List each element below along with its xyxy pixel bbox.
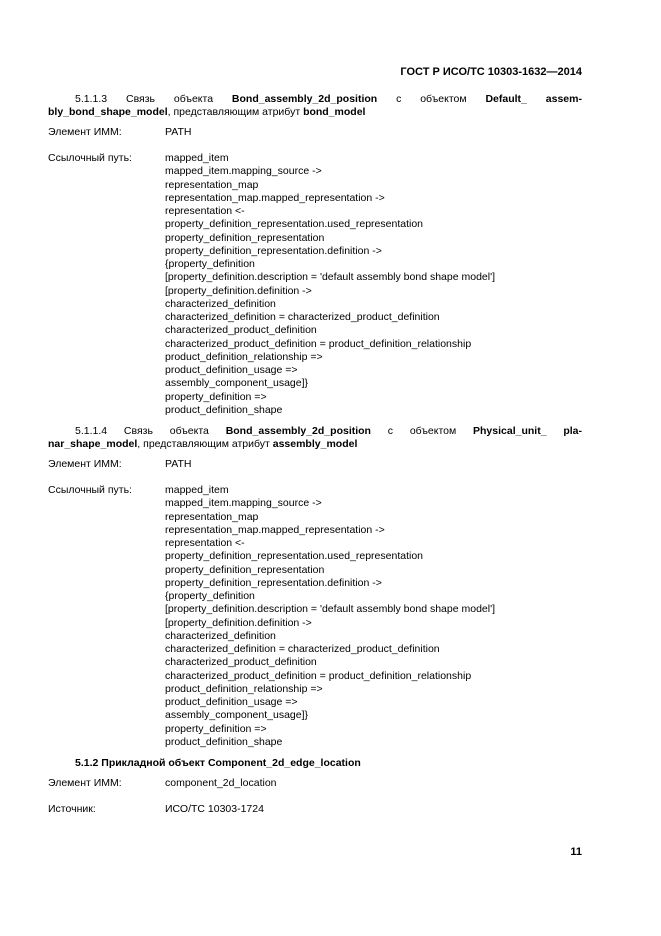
path-line: characterized_definition — [165, 629, 276, 642]
page-number: 11 — [570, 846, 582, 858]
path-line: property_definition_representation — [165, 231, 325, 244]
path-line: characterized_product_definition — [165, 324, 317, 337]
path-line: product_definition_relationship => — [165, 682, 323, 695]
path-line: representation_map.mapped_representation -> — [165, 523, 385, 536]
heading-tail: , представляющим атрибут — [137, 438, 273, 451]
reference-path — [165, 484, 495, 749]
heading-line-2 — [48, 106, 582, 119]
attribute-name: assembly_model — [272, 438, 358, 451]
heading-line-1 — [48, 93, 582, 106]
path-line: product_definition_shape — [165, 735, 283, 748]
entity-name: Bond_assembly_2d_position — [225, 425, 371, 437]
path-line: property_definition_representation.definition -> — [165, 244, 382, 257]
target-name-c: bly_bond_shape_model — [48, 106, 168, 119]
path-line: property_definition => — [165, 722, 267, 735]
path-line: representation <- — [165, 205, 245, 217]
path-line: {property_definition — [165, 258, 255, 270]
path-line: property_definition_representation.used_representation — [165, 218, 424, 231]
section-number: 5.1.1.3 — [75, 93, 108, 105]
reference-path-label: Ссылочный путь: — [48, 152, 132, 164]
path-line: mapped_item — [165, 484, 229, 496]
heading-tail: , представляющим атрибут — [167, 106, 304, 119]
path-line: property_definition => — [165, 390, 267, 403]
target-name-c: nar_shape_model — [48, 438, 138, 451]
path-line: representation <- — [165, 537, 245, 549]
reference-path — [165, 152, 495, 417]
target-name-a: Default_ — [485, 93, 527, 105]
path-line: product_definition_relationship => — [165, 350, 323, 363]
section-heading — [48, 93, 582, 120]
target-name-b: pla- — [563, 425, 582, 437]
path-line: assembly_component_usage]} — [165, 377, 309, 390]
heading-word: объектом — [409, 425, 457, 437]
heading-line-1 — [48, 425, 582, 438]
path-line: mapped_item.mapping_source -> — [165, 165, 322, 178]
path-line: [property_definition.definition -> — [165, 616, 312, 629]
section-number: 5.1.1.4 — [75, 425, 108, 437]
section-heading — [48, 425, 582, 452]
target-name-b: assem- — [545, 93, 582, 105]
path-line: characterized_product_definition — [165, 656, 317, 669]
entity-name: Bond_assembly_2d_position — [231, 93, 378, 105]
path-line: representation_map — [165, 510, 259, 523]
path-line: assembly_component_usage]} — [165, 709, 309, 722]
path-line: mapped_item — [165, 152, 229, 164]
path-line: mapped_item.mapping_source -> — [165, 497, 322, 510]
path-line: property_definition_representation.used_representation — [165, 550, 424, 563]
path-line: representation_map — [165, 178, 259, 191]
heading-word: с — [396, 93, 402, 105]
path-line: characterized_definition = characterized_product_definition — [165, 643, 440, 655]
path-line: characterized_definition = characterized_product_definition — [165, 311, 440, 323]
imm-element-label: Элемент ИММ: — [48, 777, 122, 789]
source-label: Источник: — [48, 803, 96, 815]
path-line: characterized_product_definition = product_definition_relationship — [165, 337, 472, 350]
heading-word: объекта — [173, 93, 214, 105]
target-name-a: Physical_unit_ — [473, 425, 547, 437]
path-line: characterized_product_definition = product_definition_relationship — [165, 669, 472, 682]
heading-line-2 — [48, 438, 582, 451]
attribute-name: bond_model — [303, 106, 366, 119]
path-line: product_definition_usage => — [165, 696, 298, 708]
imm-element-value: PATH — [165, 126, 192, 138]
path-line: [property_definition.definition -> — [165, 284, 312, 297]
imm-element-value: component_2d_location — [165, 777, 277, 789]
path-line: representation_map.mapped_representation -> — [165, 191, 385, 204]
reference-path-label: Ссылочный путь: — [48, 484, 132, 496]
heading-word: Связь — [126, 93, 156, 105]
source-value: ИСО/ТС 10303-1724 — [165, 803, 264, 815]
imm-element-label: Элемент ИММ: — [48, 458, 122, 470]
imm-element-value: PATH — [165, 458, 192, 470]
heading-word: с — [387, 425, 394, 437]
subsection-title: 5.1.2 Прикладной объект Component_2d_edge_location — [75, 757, 361, 769]
path-line: product_definition_shape — [165, 403, 283, 416]
document-header: ГОСТ Р ИСО/ТС 10303-1632—2014 — [400, 66, 582, 78]
path-line: characterized_definition — [165, 297, 276, 310]
path-line: property_definition_representation — [165, 563, 325, 576]
heading-word: объектом — [420, 93, 467, 105]
imm-element-label: Элемент ИММ: — [48, 126, 122, 138]
path-line: {property_definition — [165, 590, 255, 602]
heading-word: объекта — [169, 425, 209, 437]
heading-word: Связь — [123, 425, 153, 437]
path-line: [property_definition.description = 'default assembly bond shape model'] — [165, 603, 496, 616]
path-line: product_definition_usage => — [165, 364, 298, 376]
path-line: [property_definition.description = 'default assembly bond shape model'] — [165, 271, 496, 284]
path-line: property_definition_representation.definition -> — [165, 576, 382, 589]
